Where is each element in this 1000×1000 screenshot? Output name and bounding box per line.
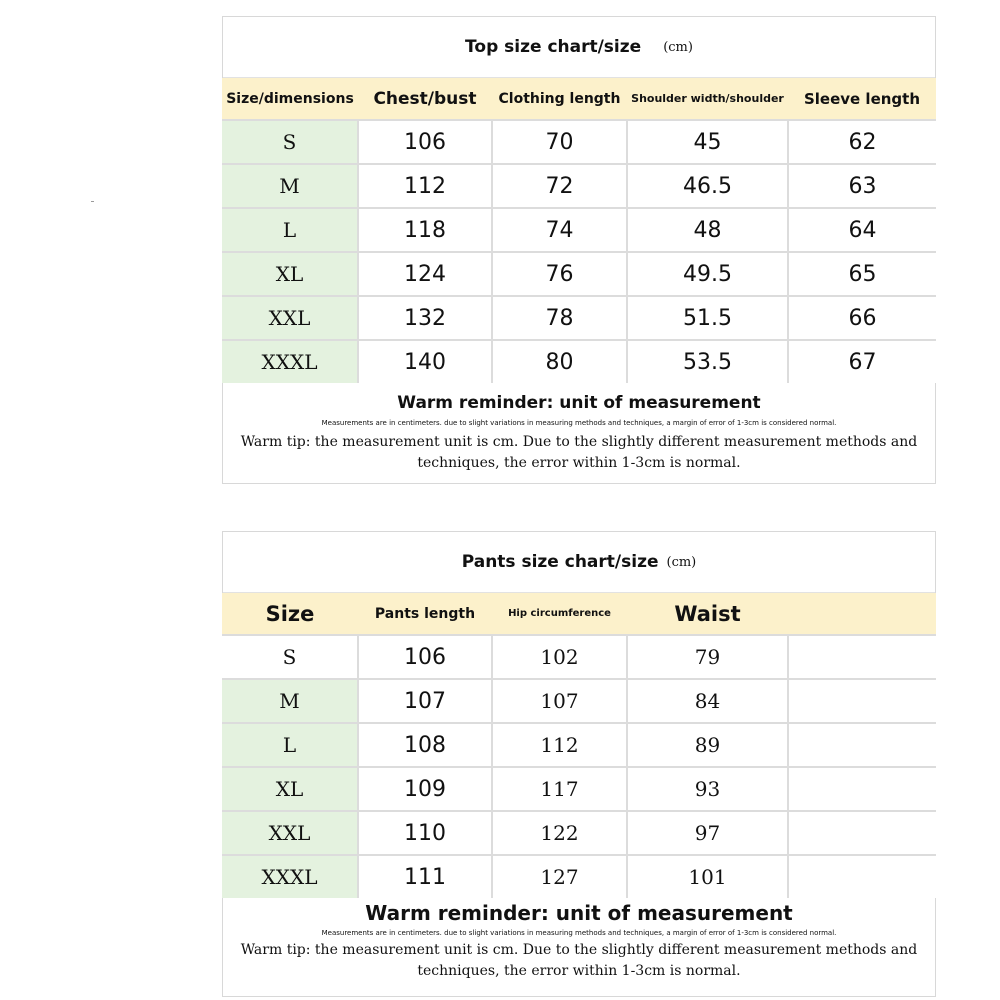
header-pants-length: Pants length [358,593,492,635]
pants-header-row [222,593,936,635]
table-row [222,723,936,767]
reminder-note: Measurements are in centimeters. due to slight variations in measuring methods and techniques, a margin of error of 1-3cm is considered normal. [321,929,837,937]
pants-length-value: 110 [358,811,492,855]
waist-value: 84 [627,679,788,723]
size-label: L [222,723,358,767]
hip-value: 107 [492,679,627,723]
header-size-dimensions: Size/dimensions [222,78,358,120]
top-chart-title: Top size chart/size [465,37,642,57]
length-value: 76 [492,252,627,296]
shoulder-value: 45 [627,120,788,164]
shoulder-value: 46.5 [627,164,788,208]
pants-length-value: 107 [358,679,492,723]
sleeve-value: 62 [788,120,936,164]
sleeve-value: 65 [788,252,936,296]
top-size-table [222,78,936,383]
size-label: XL [222,767,358,811]
top-chart-unit: (cm) [663,39,693,55]
reminder-title: Warm reminder: unit of measurement [365,901,793,925]
chest-value: 118 [358,208,492,252]
length-value: 80 [492,340,627,383]
hip-value: 117 [492,767,627,811]
pants-chart-title: Pants size chart/size [461,552,659,572]
length-value: 72 [492,164,627,208]
size-label: S [222,120,358,164]
waist-value: 101 [627,855,788,898]
reminder-title: Warm reminder: unit of measurement [397,393,761,413]
size-label: M [222,164,358,208]
table-row [222,120,936,164]
empty-cell [788,723,936,767]
table-row [222,767,936,811]
waist-value: 93 [627,767,788,811]
table-row [222,252,936,296]
header-size: Size [222,593,358,635]
size-label: XL [222,252,358,296]
size-label: XXXL [222,340,358,383]
top-reminder [223,393,935,474]
shoulder-value: 48 [627,208,788,252]
pants-chart-unit: (cm) [666,554,697,570]
top-chart-title-row [223,17,935,78]
sleeve-value: 63 [788,164,936,208]
table-row [222,208,936,252]
size-label: L [222,208,358,252]
header-hip-circumference: Hip circumference [492,593,627,635]
size-label: XXL [222,296,358,340]
reminder-tip: Warm tip: the measurement unit is cm. Due to the slightly different measurement methods and techniques, the error within 1-3cm is normal. [240,434,918,471]
length-value: 74 [492,208,627,252]
top-size-chart [222,16,936,484]
chest-value: 140 [358,340,492,383]
hip-value: 127 [492,855,627,898]
sleeve-value: 66 [788,296,936,340]
length-value: 78 [492,296,627,340]
empty-cell [788,767,936,811]
waist-value: 79 [627,635,788,679]
reminder-note: Measurements are in centimeters. due to slight variations in measuring methods and techniques, a margin of error of 1-3cm is considered normal. [321,419,837,427]
sleeve-value: 67 [788,340,936,383]
table-row [222,296,936,340]
table-row [222,164,936,208]
reminder-tip: Warm tip: the measurement unit is cm. Due to the slightly different measurement methods and techniques, the error within 1-3cm is normal. [240,942,918,979]
size-label: S [222,635,358,679]
waist-value: 89 [627,723,788,767]
header-chest-bust: Chest/bust [358,78,492,120]
empty-cell [788,855,936,898]
pants-chart-title-row [223,532,935,593]
size-label: XXL [222,811,358,855]
shoulder-value: 53.5 [627,340,788,383]
pants-size-chart [222,531,936,997]
shoulder-value: 51.5 [627,296,788,340]
chest-value: 132 [358,296,492,340]
top-header-row [222,78,936,120]
table-row [222,679,936,723]
chest-value: 124 [358,252,492,296]
header-waist: Waist [627,593,788,635]
empty-cell [788,679,936,723]
shoulder-value: 49.5 [627,252,788,296]
chest-value: 106 [358,120,492,164]
pants-length-value: 106 [358,635,492,679]
table-row [222,855,936,898]
length-value: 70 [492,120,627,164]
empty-cell [788,811,936,855]
chest-value: 112 [358,164,492,208]
size-label: XXXL [222,855,358,898]
hip-value: 122 [492,811,627,855]
hip-value: 102 [492,635,627,679]
table-row [222,340,936,383]
stray-mark [91,201,94,202]
pants-reminder [223,901,935,982]
hip-value: 112 [492,723,627,767]
empty-cell [788,635,936,679]
size-label: M [222,679,358,723]
pants-length-value: 111 [358,855,492,898]
waist-value: 97 [627,811,788,855]
pants-length-value: 109 [358,767,492,811]
header-sleeve-length: Sleeve length [788,78,936,120]
pants-size-table [222,593,936,898]
sleeve-value: 64 [788,208,936,252]
header-clothing-length: Clothing length [492,78,627,120]
header-shoulder-width: Shoulder width/shoulder [627,78,788,120]
header-empty [788,593,936,635]
table-row [222,811,936,855]
table-row [222,635,936,679]
pants-length-value: 108 [358,723,492,767]
